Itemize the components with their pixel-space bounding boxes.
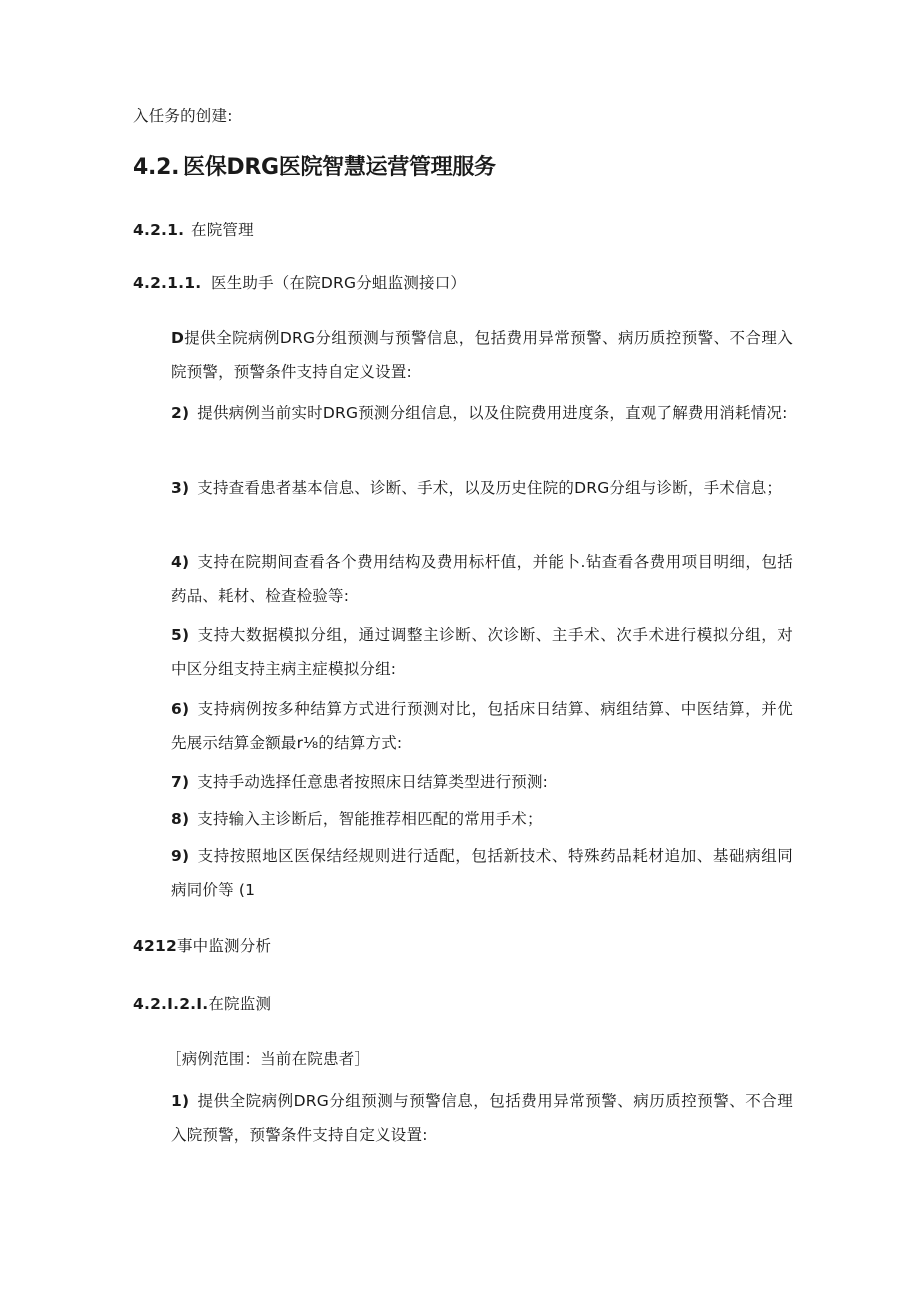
section-number: 4.2.I.2.I. bbox=[133, 995, 209, 1013]
item-text: 支持查看患者基本信息、诊断、手术，以及历史住院的DRG分组与诊断，手术信息； bbox=[197, 479, 783, 497]
item-text: 支持在院期间查看各个费用结构及费用标杆值，并能卜.钻查看各费用项目明细，包括药品、耗材、检查检验等: bbox=[171, 553, 793, 605]
doctor-assistant-item-7 bbox=[133, 765, 793, 799]
doctor-assistant-item-6 bbox=[133, 692, 793, 760]
item-text: 支持输入主诊断后，智能推荐相匹配的常用手术； bbox=[197, 810, 543, 828]
doctor-assistant-item-5 bbox=[133, 618, 793, 686]
section-number: 4.2.1. bbox=[133, 221, 185, 239]
item-number: 5) bbox=[171, 626, 190, 644]
section-title: 医保DRG医院智慧运营管理服务 bbox=[183, 155, 496, 180]
section-title: 事中监测分析 bbox=[176, 937, 272, 955]
section-heading-4212 bbox=[133, 936, 271, 956]
doctor-assistant-item-2 bbox=[133, 396, 793, 430]
item-text: 支持病例按多种结算方式进行预测对比，包括床日结算、病组结算、中医结算，并优先展示结算金额最r⅛的结算方式: bbox=[171, 700, 793, 752]
section-title: 在院管理 bbox=[191, 221, 254, 239]
section-heading-4-2 bbox=[133, 154, 496, 182]
monitor-item-1 bbox=[133, 1084, 793, 1152]
section-heading-4-2-1-2-1 bbox=[133, 994, 271, 1014]
intro-line: 入任务的创建: bbox=[133, 107, 233, 125]
section-number: 4.2.1.1. bbox=[133, 274, 202, 292]
section-number: 4.2. bbox=[133, 155, 180, 180]
doctor-assistant-item-3 bbox=[133, 471, 793, 505]
doctor-assistant-item-9 bbox=[133, 839, 793, 907]
item-number: 8) bbox=[171, 810, 190, 828]
item-text: 支持按照地区医保结经规则进行适配，包括新技术、特殊药品耗材追加、基础病组同病同价等 (1 bbox=[171, 847, 793, 899]
item-text: 支持大数据模拟分组，通过调整主诊断、次诊断、主手术、次手术进行模拟分组，对中区分组支持主病主症模拟分组: bbox=[171, 626, 793, 678]
section-number: 4212 bbox=[133, 937, 177, 955]
item-number: 9) bbox=[171, 847, 190, 865]
item-text: 提供病例当前实时DRG预测分组信息，以及住院费用进度条，直观了解费用消耗情况: bbox=[197, 404, 788, 422]
doctor-assistant-item-1 bbox=[133, 321, 793, 389]
section-title: 在院监测 bbox=[208, 995, 272, 1013]
item-text: 提供全院病例DRG分组预测与预警信息，包括费用异常预警、病历质控预警、不合理入院预警，预警条件支持自定义设置: bbox=[171, 1092, 793, 1144]
item-text: 提供全院病例DRG分组预测与预警信息，包括费用异常预警、病历质控预警、不合理入院预警，预警条件支持自定义设置: bbox=[171, 329, 793, 381]
item-number: 4) bbox=[171, 553, 190, 571]
section-title: 医生助手（在院DRG分蛆监测接口） bbox=[211, 274, 467, 292]
item-number: 6) bbox=[171, 700, 190, 718]
item-number: 7) bbox=[171, 773, 190, 791]
doctor-assistant-item-8 bbox=[133, 802, 793, 836]
item-number: 1) bbox=[171, 1092, 190, 1110]
case-scope: ［病例范围：当前在院患者］ bbox=[166, 1050, 371, 1068]
section-heading-4-2-1-1 bbox=[133, 273, 466, 293]
item-text: 支持手动选择任意患者按照床日结算类型进行预测: bbox=[197, 773, 549, 791]
section-heading-4-2-1 bbox=[133, 220, 254, 240]
item-number: D bbox=[171, 329, 185, 347]
doctor-assistant-item-4 bbox=[133, 545, 793, 613]
item-number: 2) bbox=[171, 404, 190, 422]
item-number: 3) bbox=[171, 479, 190, 497]
